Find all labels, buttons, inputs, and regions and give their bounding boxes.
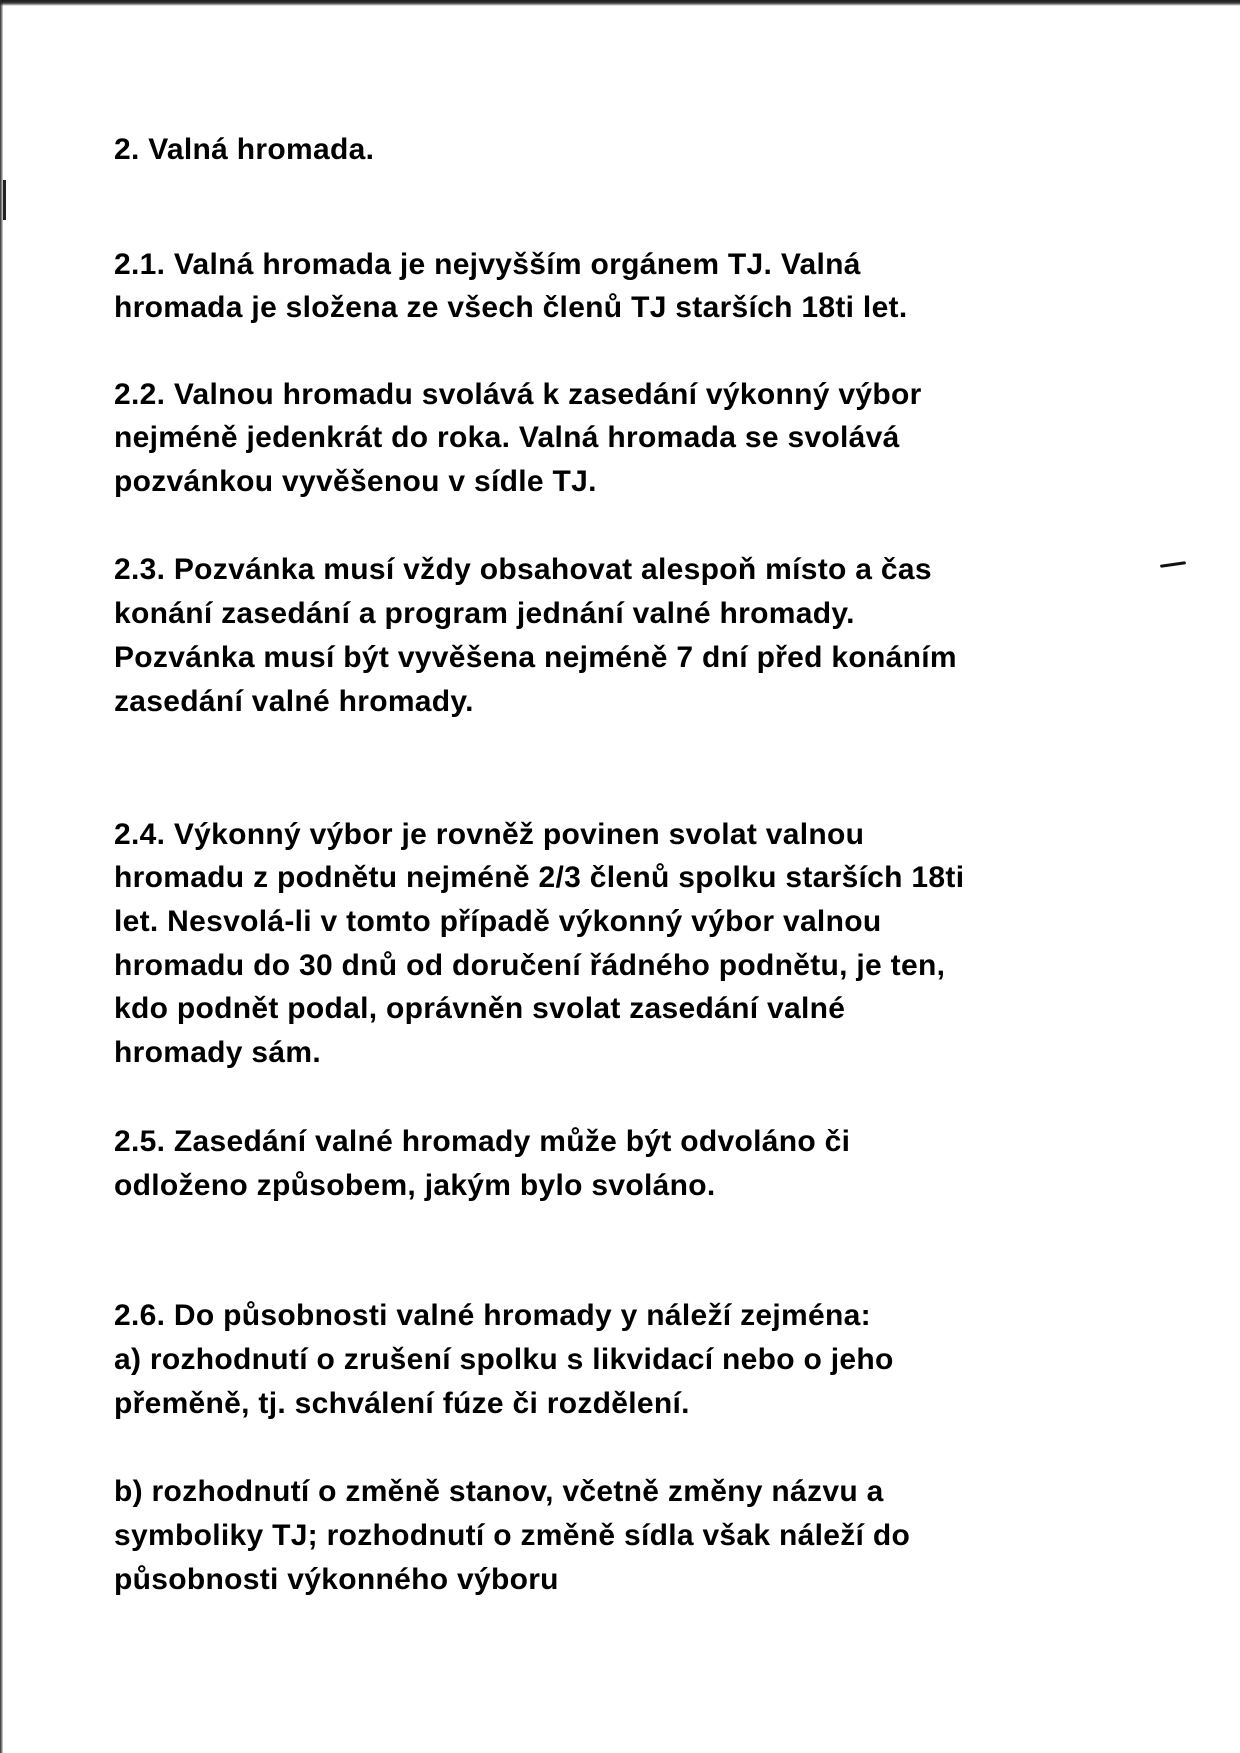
stray-pen-mark	[1160, 561, 1186, 568]
text-line: konání zasedání a program jednání valné hromady.	[114, 597, 855, 630]
text-line: přeměně, tj. schválení fúze či rozdělení.	[114, 1387, 690, 1420]
text-line: 2.3. Pozvánka musí vždy obsahovat alespoň místo a čas	[114, 553, 932, 586]
text-line: kdo podnět podal, oprávněn svolat zasedání valné	[114, 992, 846, 1025]
scan-top-edge	[0, 0, 1240, 6]
text-line: a) rozhodnutí o zrušení spolku s likvidací nebo o jeho	[114, 1343, 894, 1376]
section-heading: 2. Valná hromada.	[114, 133, 375, 166]
text-line: b) rozhodnutí o změně stanov, včetně změny názvu a	[114, 1475, 884, 1508]
text-line: pozvánkou vyvěšenou v sídle TJ.	[114, 465, 597, 498]
text-line: hromadu do 30 dnů od doručení řádného podnětu, je ten,	[114, 949, 946, 982]
text-line: 2.5. Zasedání valné hromady může být odvoláno či	[114, 1125, 851, 1158]
scan-left-mark	[3, 180, 6, 220]
text-line: let. Nesvolá-li v tomto případě výkonný výbor valnou	[114, 905, 882, 938]
text-line: hromady sám.	[114, 1036, 322, 1069]
text-line: 2.1. Valná hromada je nejvyšším orgánem TJ. Valná	[114, 248, 861, 281]
text-line: 2.6. Do působnosti valné hromady y náleží zejména:	[114, 1299, 871, 1332]
text-line: nejméně jedenkrát do roka. Valná hromada se svolává	[114, 421, 900, 454]
scan-left-edge	[0, 0, 3, 1753]
text-line: působnosti výkonného výboru	[114, 1563, 559, 1596]
text-line: hromada je složena ze všech členů TJ starších 18ti let.	[114, 291, 908, 324]
text-line: hromadu z podnětu nejméně 2/3 členů spolku starších 18ti	[114, 861, 965, 894]
text-line: 2.4. Výkonný výbor je rovněž povinen svolat valnou	[114, 818, 865, 851]
text-line: 2.2. Valnou hromadu svolává k zasedání výkonný výbor	[114, 378, 922, 411]
text-line: Pozvánka musí být vyvěšena nejméně 7 dní před konáním	[114, 641, 957, 674]
text-line: symboliky TJ; rozhodnutí o změně sídla však náleží do	[114, 1519, 911, 1552]
text-line: zasedání valné hromady.	[114, 685, 474, 718]
text-line: odloženo způsobem, jakým bylo svoláno.	[114, 1169, 716, 1202]
